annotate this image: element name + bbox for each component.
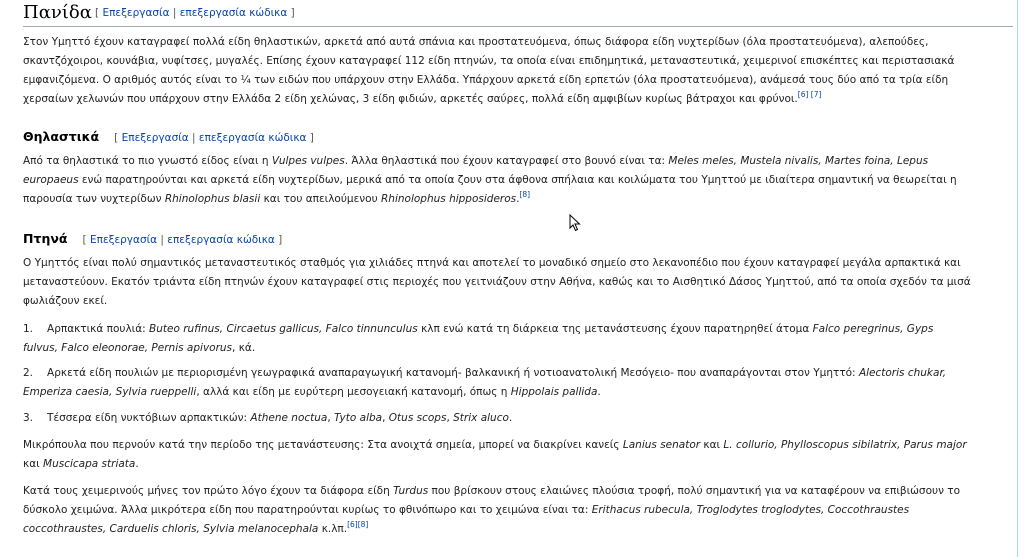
text-span: χερσαίων χελωνών που υπάρχουν στην Ελλάδα 2 είδη χελώνας, 3 είδη φιδιών, αρκετές σαύρες, πολλά είδη αμφιβίων κυρίως βάτραχοι και φρύνοι. — [23, 93, 798, 105]
section-heading-mammals — [23, 126, 314, 145]
text-span: δύσκολο χειμώνα. Άλλα μικρότερα είδη που παρατηρούνται κυρίως το φθινόπωρο και το χειμώνα είναι τα: — [23, 504, 592, 516]
text-span: Από τα θηλαστικά το πιο γνωστό είδος είναι η — [23, 155, 272, 167]
text-line — [23, 339, 255, 358]
text-line — [23, 90, 821, 109]
species-name: Athene noctua — [250, 412, 328, 424]
species-name: L. collurio, Phylloscopus sibilatrix, Parus major — [723, 439, 967, 451]
species-name: Muscicapa striata — [43, 458, 136, 470]
species-name: Strix aluco — [453, 412, 509, 424]
reference — [519, 190, 530, 199]
text-line — [23, 409, 512, 428]
text-line — [23, 501, 909, 520]
edit-section-links: [ Επεξεργασία | επεξεργασία κώδικα ] — [95, 7, 295, 19]
species-name: Otus scops — [388, 412, 447, 424]
text-span: , κά. — [232, 342, 256, 354]
text-line — [23, 436, 967, 455]
text-line — [23, 383, 601, 402]
text-span: και του απειλούμενου — [260, 193, 381, 205]
edit-section-links: [ Επεξεργασία | επεξεργασία κώδικα ] — [114, 132, 314, 144]
text-line — [23, 190, 530, 209]
text-span: . — [516, 193, 520, 205]
text-span: . — [135, 458, 139, 470]
text-line — [23, 364, 946, 383]
species-name: Buteo rufinus, Circaetus gallicus, Falco tinnunculus — [149, 323, 418, 335]
text-line — [23, 520, 368, 539]
edit-link[interactable]: Επεξεργασία — [89, 234, 158, 246]
edit-code-link[interactable]: επεξεργασία κώδικα — [198, 132, 307, 144]
species-name: Erithacus rubecula, Troglodytes troglodytes, Coccothraustes — [591, 504, 910, 516]
list-number: 1. — [23, 323, 34, 335]
list-item — [23, 409, 1018, 429]
winter-paragraph — [23, 482, 1018, 542]
text-span: Μικρόπουλα που περνούν κατά την περίοδο της μετανάστευσης: Στα ανοιχτά σημεία, μπορεί να διακρίνει κανείς — [23, 439, 623, 451]
text-line: εμφανιζόμενα. Ο αριθμός αυτός είναι το ¼ των ειδών που υπάρχουν στην Ελλάδα. Υπάρχουν αρκετά είδη ερπετών (όλα προστατευόμενα), ανάμεσά τους δύο από τα τρία είδη — [23, 74, 949, 86]
species-name: Emperiza caesia, Sylvia rueppelli — [23, 386, 197, 398]
text-span: Αρπακτικά πουλιά: — [47, 323, 150, 335]
edit-code-link[interactable]: επεξεργασία κώδικα — [179, 7, 288, 19]
text-line — [23, 320, 933, 339]
species-name: coccothraustes, Carduelis chloris, Sylvia melanocephala — [23, 523, 319, 535]
species-name: Falco peregrinus, Gyps — [812, 323, 934, 335]
text-span: και — [23, 458, 44, 470]
passage-paragraph — [23, 436, 1018, 476]
text-span: Τέσσερα είδη νυκτόβιων αρπακτικών: — [47, 412, 251, 424]
text-span: Αρκετά είδη πουλιών με περιορισμένη γεωγραφικά αναπαραγωγική κατανομή- βαλκανική ή νοτιοανατολική Μεσόγειο- που αναπαράγονται στον Υμηττό: — [47, 367, 859, 379]
section-heading-fauna — [23, 2, 1013, 27]
text-span: , — [327, 412, 335, 424]
species-name: Rhinolophus hipposideros — [381, 193, 517, 205]
birds-intro-paragraph — [23, 254, 1018, 314]
text-span: Κατά τους χειμερινούς μήνες τον πρώτο λόγο έχουν τα διάφορα είδη — [23, 485, 394, 497]
list-number: 2. — [23, 367, 34, 379]
content-border — [1017, 0, 1018, 557]
species-name: Meles meles, Mustela nivalis, Martes foina, Lepus — [668, 155, 929, 167]
text-span: , — [382, 412, 389, 424]
species-name: Alectoris chukar, — [858, 367, 947, 379]
text-line — [23, 152, 928, 171]
text-line: μεταναστεύουν. Εκατόν τριάντα είδη πτηνών έχουν καταγραφεί στις περιοχές που γειτνιάζουν στην Αθήνα, καθώς και το Αισθητικό Δάσος Υμηττού, από τα οποία σχεδόν τα μισά — [23, 276, 971, 288]
text-span: παρουσία των νυχτερίδων — [23, 193, 165, 205]
text-span: ενώ παρατηρούνται και αρκετά είδη νυχτερίδων, μερικά από τα οποία ζουν στα άφθονα σπήλαια και κοιλώματα του Υμηττού με ιδιαίτερα σημαντική να θεωρείται η — [78, 174, 957, 186]
species-name: fulvus, Falco eleonorae, Pernis apivorus — [23, 342, 233, 354]
species-name: Hippolais pallida — [510, 386, 598, 398]
reference-link[interactable]: [6] — [797, 90, 809, 99]
reference-link[interactable]: [8] — [519, 190, 531, 199]
text-span: . — [508, 412, 513, 424]
heading-title: Πανίδα — [23, 2, 92, 23]
edit-section-links: [ Επεξεργασία | επεξεργασία κώδικα ] — [82, 234, 283, 246]
text-span: που βρίσκουν στους ελαιώνες πλούσια τροφή, πολύ σημαντική για να καταφέρουν να επιβιώσουν το — [428, 485, 961, 497]
text-span: κλπ ενώ κατά τη διάρκεια της μετανάστευσης έχουν παρατηρηθεί άτομα — [417, 323, 813, 335]
reference-link[interactable]: [7] — [810, 90, 822, 99]
text-line: Στον Υμηττό έχουν καταγραφεί πολλά είδη θηλαστικών, αρκετά από αυτά σπάνια και προστατευόμενα, όπως διάφορα είδη νυχτερίδων (όλα προστατευόμενα), αλεπούδες, — [23, 36, 929, 48]
reference-link[interactable]: [8] — [357, 520, 369, 529]
fauna-paragraph — [23, 33, 1018, 113]
list-number: 3. — [23, 412, 34, 424]
reference-link[interactable]: [6] — [347, 520, 358, 529]
species-name: Lanius senator — [622, 439, 701, 451]
edit-link[interactable]: Επεξεργασία — [102, 7, 170, 19]
species-name: Tyto alba — [334, 412, 383, 424]
heading-title: Θηλαστικά — [23, 129, 100, 144]
text-line: φωλιάζουν εκεί. — [23, 295, 108, 307]
text-line — [23, 171, 957, 190]
text-line — [23, 482, 960, 501]
heading-title: Πτηνά — [23, 231, 68, 246]
text-line — [23, 455, 139, 474]
section-heading-birds — [23, 228, 282, 247]
edit-link[interactable]: Επεξεργασία — [121, 132, 189, 144]
edit-code-link[interactable]: επεξεργασία κώδικα — [167, 234, 275, 246]
text-span: κ.λπ. — [318, 523, 348, 535]
text-line: Ο Υμηττός είναι πολύ σημαντικός μεταναστευτικός σταθμός για χιλιάδες πτηνά και αποτελεί το μοναδικό σημείο στο λεκανοπέδιο που έχουν καταγραφεί μεγάλα αρπακτικά και — [23, 257, 961, 269]
list-item — [23, 320, 1018, 360]
text-span: . — [597, 386, 601, 398]
species-name: Vulpes vulpes — [271, 155, 345, 167]
text-line: σκαντζόχοιροι, κουνάβια, νυφίτσες, μυγαλές. Επίσης έχουν καταγραφεί 112 είδη πτηνών, τα οποία είναι επιδημητικά, μεταναστευτικά, χειμερινοί επισκέπτες και περιστασιακά — [23, 55, 955, 67]
reference — [347, 520, 368, 529]
mammals-paragraph — [23, 152, 1018, 212]
reference — [798, 90, 822, 99]
text-span: . Άλλα θηλαστικά που έχουν καταγραφεί στο βουνό είναι τα: — [344, 155, 669, 167]
species-name: Turdus — [393, 485, 429, 497]
text-span: , αλλά και είδη με ευρύτερη μεσογειακή κατανομή, όπως η — [196, 386, 511, 398]
text-span: , — [446, 412, 454, 424]
list-item — [23, 364, 1018, 404]
species-name: europaeus — [23, 174, 79, 186]
text-span: και — [700, 439, 724, 451]
mouse-cursor-icon — [569, 214, 581, 232]
species-name: Rhinolophus blasii — [164, 193, 261, 205]
